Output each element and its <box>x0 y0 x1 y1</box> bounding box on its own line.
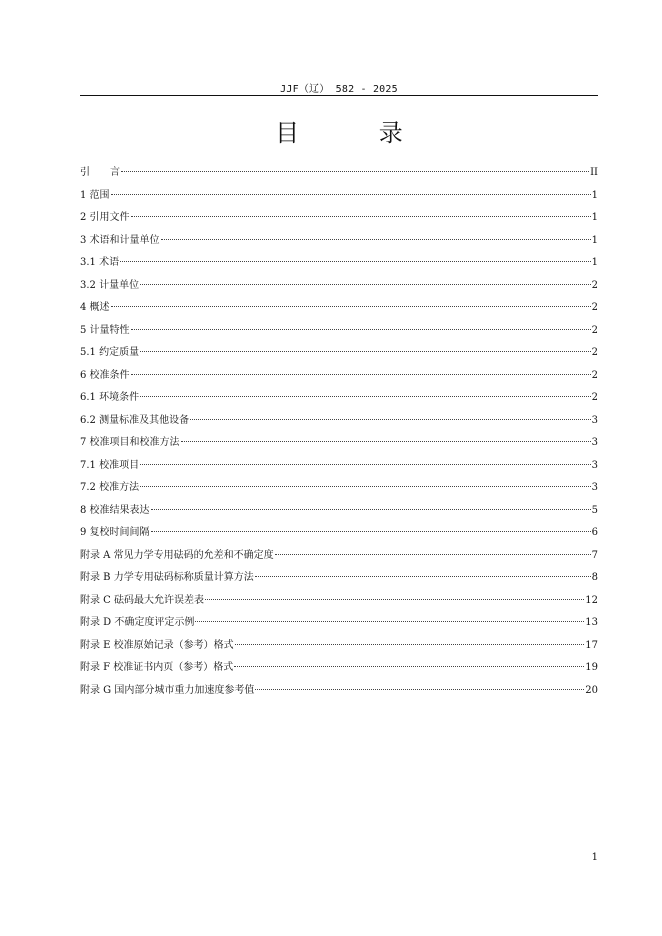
toc-entry-page: 2 <box>591 369 598 381</box>
toc-entry-page: 20 <box>585 684 598 696</box>
toc-entry-label: 3.1 术语 <box>80 257 120 268</box>
toc-entry[interactable] <box>80 455 598 478</box>
toc-entry[interactable] <box>80 252 598 275</box>
toc-entry[interactable] <box>80 567 598 590</box>
toc-entry-label: 2 引用文件 <box>80 212 130 223</box>
toc-entry[interactable] <box>80 230 598 253</box>
toc-leader-dots <box>255 689 584 690</box>
toc-leader-dots <box>151 531 591 532</box>
toc-entry-page: 1 <box>591 257 598 268</box>
toc-entry-label: 3 术语和计量单位 <box>80 234 160 246</box>
toc-entry[interactable] <box>80 207 598 230</box>
toc-entry[interactable] <box>80 657 598 680</box>
toc-entry-label: 引 言 <box>80 167 120 178</box>
toc-leader-dots <box>151 509 591 510</box>
toc-entry[interactable] <box>80 342 598 365</box>
toc-entry-page: 6 <box>591 527 598 538</box>
table-of-contents <box>80 162 598 702</box>
toc-leader-dots <box>140 284 591 285</box>
toc-entry-label: 附录 E 校准原始记录（参考）格式 <box>80 639 234 651</box>
toc-leader-dots <box>140 464 591 465</box>
toc-leader-dots <box>140 351 591 352</box>
toc-entry-page: 12 <box>585 594 598 606</box>
toc-leader-dots <box>121 171 589 172</box>
toc-leader-dots <box>111 194 591 195</box>
toc-entry-label: 附录 B 力学专用砝码标称质量计算方法 <box>80 572 254 583</box>
toc-leader-dots <box>111 306 591 307</box>
toc-entry-label: 3.2 计量单位 <box>80 279 140 291</box>
toc-entry-label: 4 概述 <box>80 302 110 313</box>
toc-leader-dots <box>131 329 591 330</box>
toc-entry[interactable] <box>80 275 598 298</box>
toc-entry-page: 2 <box>591 324 598 336</box>
toc-entry-label: 附录 F 校准证书内页（参考）格式 <box>80 662 234 673</box>
toc-leader-dots <box>140 486 591 487</box>
toc-entry-page: 3 <box>591 414 598 426</box>
toc-entry[interactable] <box>80 162 598 185</box>
toc-leader-dots <box>205 599 584 600</box>
toc-entry[interactable] <box>80 365 598 388</box>
toc-entry-page: 19 <box>585 662 598 673</box>
toc-entry[interactable] <box>80 320 598 343</box>
toc-entry[interactable] <box>80 185 598 208</box>
toc-leader-dots <box>181 441 591 442</box>
toc-entry[interactable] <box>80 297 598 320</box>
toc-entry-page: 17 <box>585 639 598 651</box>
toc-entry-page: 2 <box>591 347 598 358</box>
toc-entry-page: 8 <box>591 572 598 583</box>
toc-entry-page: 3 <box>591 437 598 448</box>
toc-entry[interactable] <box>80 680 598 703</box>
toc-entry-label: 6.2 测量标准及其他设备 <box>80 414 190 426</box>
toc-leader-dots <box>131 374 591 375</box>
toc-entry-label: 6 校准条件 <box>80 369 130 381</box>
toc-entry[interactable] <box>80 500 598 523</box>
header-rule <box>80 95 598 96</box>
toc-entry-page: 2 <box>591 302 598 313</box>
toc-entry-page: 3 <box>591 459 598 471</box>
toc-entry-label: 附录 D 不确定度评定示例 <box>80 617 195 628</box>
toc-entry-page: 1 <box>591 234 598 246</box>
toc-entry-label: 6.1 环境条件 <box>80 392 140 403</box>
document-code-header: JJF（辽） 582 - 2025 <box>280 84 398 95</box>
toc-leader-dots <box>140 396 591 397</box>
toc-entry-page: 3 <box>591 482 598 493</box>
toc-leader-dots <box>131 216 591 217</box>
toc-entry[interactable] <box>80 522 598 545</box>
toc-entry-label: 附录 G 国内部分城市重力加速度参考值 <box>80 684 255 696</box>
toc-entry-page: 2 <box>591 392 598 403</box>
toc-entry-label: 附录 C 砝码最大允许误差表 <box>80 594 205 606</box>
toc-entry-label: 5 计量特性 <box>80 324 130 336</box>
toc-leader-dots <box>120 261 591 262</box>
toc-entry-page: 5 <box>591 504 598 516</box>
toc-leader-dots <box>195 621 584 622</box>
toc-entry[interactable] <box>80 635 598 658</box>
toc-entry-label: 7 校准项目和校准方法 <box>80 437 180 448</box>
toc-entry[interactable] <box>80 387 598 410</box>
toc-entry-page: II <box>590 167 598 178</box>
page-title: 目 录 <box>275 119 439 147</box>
toc-leader-dots <box>234 666 584 667</box>
page-number: 1 <box>591 852 598 863</box>
toc-entry[interactable] <box>80 612 598 635</box>
toc-entry[interactable] <box>80 477 598 500</box>
toc-entry[interactable] <box>80 432 598 455</box>
toc-entry-page: 13 <box>585 617 598 628</box>
toc-leader-dots <box>190 419 591 420</box>
toc-entry-label: 7.2 校准方法 <box>80 482 140 493</box>
toc-entry-page: 7 <box>591 549 598 561</box>
toc-entry[interactable] <box>80 545 598 568</box>
toc-entry-label: 1 范围 <box>80 189 110 201</box>
toc-entry-page: 1 <box>591 189 598 201</box>
toc-entry-page: 1 <box>591 212 598 223</box>
toc-entry-label: 8 校准结果表达 <box>80 504 150 516</box>
toc-leader-dots <box>255 576 591 577</box>
toc-entry-label: 7.1 校准项目 <box>80 459 140 471</box>
toc-entry-label: 5.1 约定质量 <box>80 347 140 358</box>
toc-entry-page: 2 <box>591 279 598 291</box>
toc-leader-dots <box>275 554 591 555</box>
toc-entry[interactable] <box>80 590 598 613</box>
toc-entry-label: 9 复校时间间隔 <box>80 527 150 538</box>
toc-entry-label: 附录 A 常见力学专用砝码的允差和不确定度 <box>80 549 274 561</box>
toc-leader-dots <box>235 644 585 645</box>
toc-leader-dots <box>161 239 591 240</box>
toc-entry[interactable] <box>80 410 598 433</box>
